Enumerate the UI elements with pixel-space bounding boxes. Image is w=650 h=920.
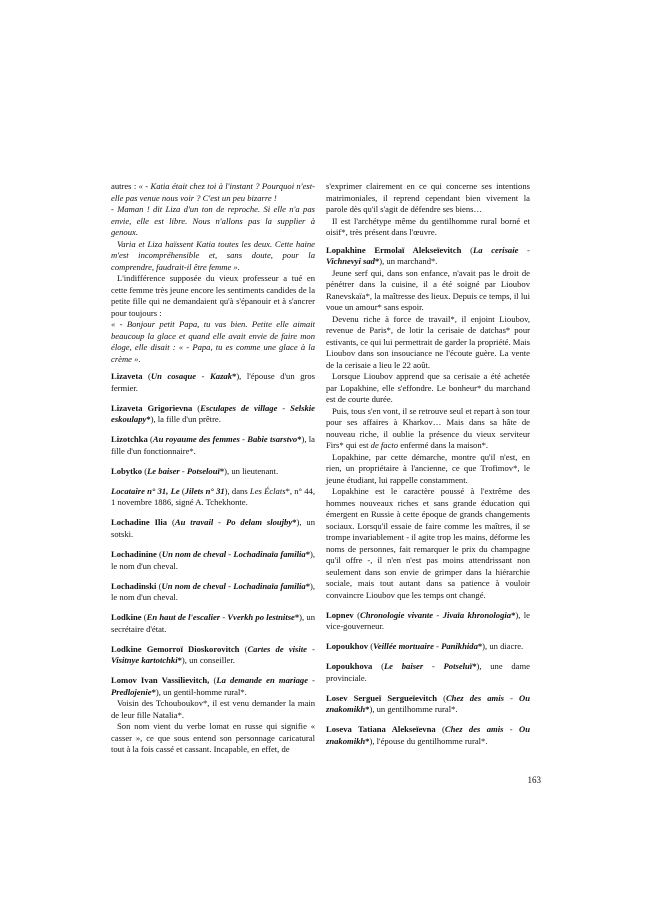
lopakhine-paragraph-5: Lopakhine, par cette démarche, montre qu'il n'est, en rien, un propriétaire à l'ancienne, ce que Trofimov*, le jeune étudiant, lui rappelle constamment. — [326, 451, 530, 485]
lomov-paragraph-2: Son nom vient du verbe lomat en russe qui signifie « casser », ce que sous entend son personnage caricatural tout à la fois cassé et cassant. Incapable, en effet, de — [111, 721, 315, 755]
entry-lopakhine: Lopakhine Ermolaï Alekseïevitch (La cerisaie - Vichnevyi sad*), un marchand*. — [326, 244, 530, 266]
entry-lopnev: Lopnev (Chronologie vivante - Jivaïa khronologia*), le vice-gouverneur. — [326, 609, 530, 632]
intro-quote-2: - Maman ! dit Liza d'un ton de reproche. Si elle n'a pas envie, elle est libre. Nous n'allons pas la supplier à genoux. — [111, 204, 315, 237]
lomov-archetype: Il est l'archétype même du gentilhomme rural borné et oisif*, très présent dans l'œuvre. — [326, 215, 530, 237]
entry-locataire: Locataire n° 31, Le (Jilets n° 31), dans Les Éclats*, n° 44, 1 novembre 1886, signé A. Tchekhonte. — [111, 485, 315, 508]
entry-lochadinski: Lochadinski (Un nom de cheval - Lochadinaïa familia*), le nom d'un cheval. — [111, 580, 315, 603]
entry-lomov: Lomov Ivan Vassilievitch, (La demande en mariage - Predlojenie*), un gentil-homme rural*. — [111, 675, 316, 697]
entry-lochadinine: Lochadinine (Un nom de cheval - Lochadinaïa familia*), le nom d'un cheval. — [111, 549, 315, 571]
page-number: 163 — [527, 775, 541, 785]
intro-quote-3: Varia et Liza haïssent Katia toutes les deux. Cette haine m'est incompréhensible et, sans doute, pour la comprendre, faudrait-il être femme ». — [111, 238, 315, 272]
lopakhine-paragraph-1: Jeune serf qui, dans son enfance, n'avait pas le droit de pénétrer dans la cuisine, il a été soigné par Lioubov Ranevskaïa*, la maîtresse des lieux. Depuis ce temps, il lui voue un amour* sans espoir. — [326, 267, 530, 312]
lopakhine-paragraph-6: Lopakhine est le caractère poussé à l'extrême des hommes nouveaux riches et sans grande éducation qui émergent en Russie à cette époque de grands changements sociaux. Lorsqu'il essaie de faire comme les maîtres, il se trompe invariablement - il agite trop les mains, déforme les noms de personnes, fait remarquer le prix du champagne qu'il offre -, il n'en n'est pas moins attendrissant non seulement dans son envie de grimper dans la hiérarchie sociale, mais tout autant dans sa patience à vouloir convaincre Lioubov que les temps ont changé. — [326, 486, 530, 600]
entry-lodkine-gemorroi: Lodkine Gemorroï Dioskorovitch (Cartes de visite - Visitnye kartotchki*), un conseiller. — [111, 643, 315, 666]
lomov-paragraph-1: Voisin des Tchouboukov*, il est venu demander la main de leur fille Natalia*. — [111, 698, 315, 720]
entry-lochadine-ilia: Lochadine Ilia (Au travail - Po delam sloujby*), un sotski. — [111, 517, 316, 539]
entry-losev: Losev Sergueï Sergueïevitch (Chez des amis - Ou znakomikh*), un gentilhomme rural*. — [326, 692, 531, 715]
left-column — [111, 181, 315, 756]
lomov-continuation: s'exprimer clairement en ce qui concerne ses intentions matrimoniales, il reprend cependant bien vivement la parole dès qu'il s'agit de défendre ses biens… — [326, 181, 530, 214]
intro-quote-4: « - Bonjour petit Papa, tu vas bien. Petite elle aimait beaucoup la glace et quand elle avait envie de faire mon éloge, elle disait : « - Papa, tu es comme une glace à la crème ». — [111, 319, 315, 364]
right-column — [326, 181, 530, 747]
entry-lopoukhov: Lopoukhov (Veillée mortuaire - Panikhida*), un diacre. — [326, 641, 524, 652]
lopakhine-paragraph-2: Devenu riche à force de travail*, il enjoint Lioubov, revenue de Paris*, de lotir la cerisaie de datchas* pour estivants, ce qui lui permettrait de garder la propriété. Mais Lioubov dans son insouciance ne l'écoute guère. La vente de la cerisaie a lieu le 22 août. — [326, 313, 530, 370]
entry-lizaveta-grigorievna: Lizaveta Grigorievna (Esculapes de village - Selskie eskoulapy*), la fille d'un prêtre. — [111, 402, 315, 425]
intro-quote-1: autres : « - Katia était chez toi à l'instant ? Pourquoi n'est-elle pas venue nous voir ? C'est un peu bizarre ! — [111, 181, 315, 203]
entry-lizotchka: Lizotchka (Au royaume des femmes - Babie tsarstvo*), la fille d'un fonctionnaire*. — [111, 434, 315, 456]
lopakhine-paragraph-3: Lorsque Lioubov apprend que sa cerisaie a été achetée par Lopakhine, elle s'effondre. Le bonheur* du marchand est de courte durée. — [326, 371, 530, 404]
entry-loseva: Loseva Tatiana Alekseïevna (Chez des amis - Ou znakomikh*), l'épouse du gentilhomme rural*. — [326, 724, 531, 746]
intro-paragraph: L'indifférence supposée du vieux professeur a tué en cette femme très jeune encore les sentiments candides de la petite fille qui ne demandaient qu'à s'épanouir et à s'ancrer pour toujours : — [111, 273, 316, 318]
entry-lopoukhova: Lopoukhova (Le baiser - Potseluï*), une dame provinciale. — [326, 661, 530, 683]
lopakhine-paragraph-4: Puis, tous s'en vont, il se retrouve seul et repart à son tour pour ses affaires à Kharkov… Mais dans sa hâte de nouveau riche, il oublie la présence du vieux serviteur Firs* qui est de facto enfermé dans la maison*. — [326, 405, 530, 450]
entry-lodkine: Lodkine (En haut de l'escalier - Vverkh po lestnitse*), un secrétaire d'état. — [111, 612, 315, 634]
entry-lobytko: Lobytko (Le baiser - Potselouï*), un lieutenant. — [111, 465, 279, 476]
entry-lizaveta: Lizaveta (Un cosaque - Kazak*), l'épouse d'un gros fermier. — [111, 371, 315, 393]
